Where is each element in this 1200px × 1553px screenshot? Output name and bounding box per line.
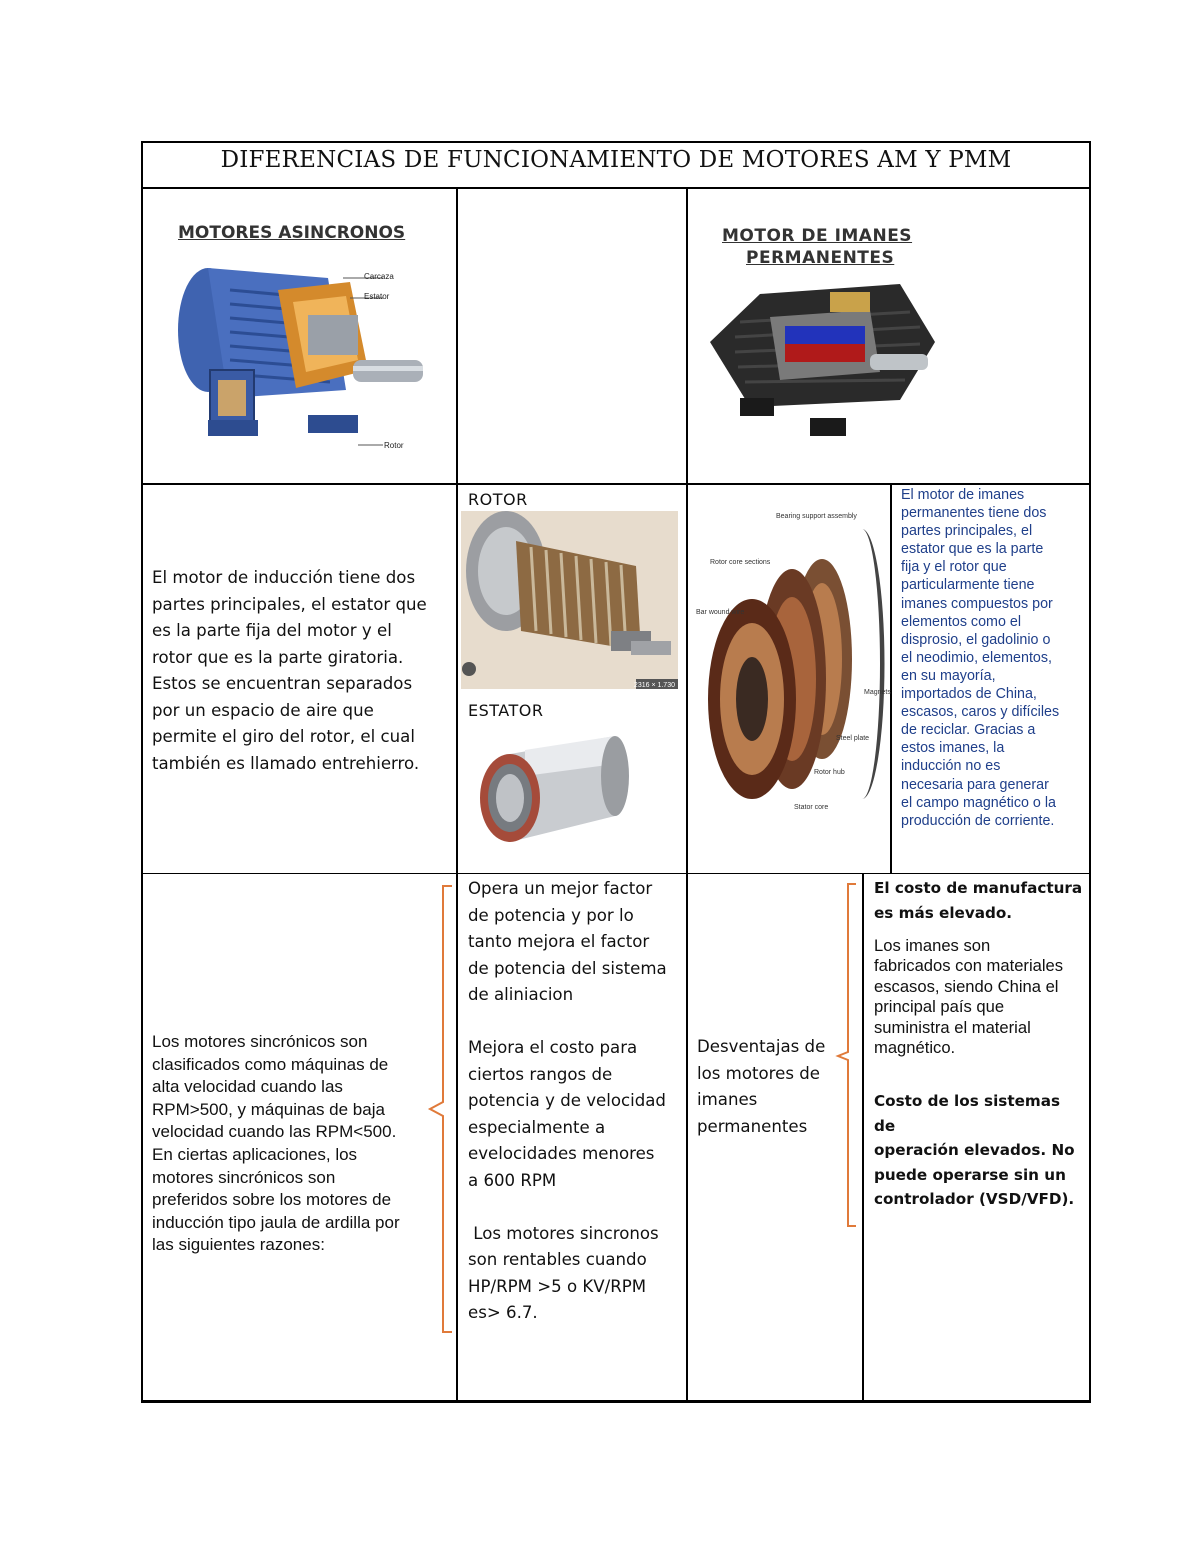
disadv-line: puede operarse sin un [874,1165,1066,1184]
async-motor-heading: MOTORES ASINCRONOS [178,223,406,243]
pm-text-line: imanes compuestos por [901,595,1053,612]
disadv-line: principal país que [874,997,1005,1017]
adv-line: Opera un mejor factor [468,879,653,898]
page-title: DIFERENCIAS DE FUNCIONAMIENTO DE MOTORES AM Y PMM [220,147,1012,173]
induction-text-line: Estos se encuentran separados [152,674,413,693]
stator-label: ESTATOR [468,701,544,720]
advantages-text [468,876,683,1327]
pm-text-line: importados de China, [901,686,1037,703]
disadv-line: escasos, siendo China el [874,976,1059,996]
pm-text-line: elementos como el [901,613,1021,630]
row-divider-1 [141,187,1091,189]
sync-text-line: clasificados como máquinas de [152,1054,389,1074]
pm-text-line: de reciclar. Gracias a [901,722,1036,739]
pm-text-line: partes principales, el [901,523,1033,540]
pm-motor-illustration [700,222,958,450]
disadv-line: El costo de manufactura [874,879,1083,897]
sync-text-line: En ciertas aplicaciones, los [152,1144,358,1164]
label-carcaza: Carcaza [364,272,394,281]
adv-line: tanto mejora el factor [468,932,650,951]
exploded-label: Rotor hub [814,769,845,776]
synchronous-motor-description [152,1031,452,1257]
adv-line: de aliniacion [468,985,574,1004]
pm-text-line: en su mayoría, [901,667,996,684]
induction-text-line: también es llamado entrehierro. [152,753,420,773]
pm-text-line: permanentes tiene dos [901,505,1047,522]
induction-text-line: El motor de inducción tiene dos [152,568,416,587]
sync-text-line: las siguientes razones: [152,1235,325,1255]
async-motor-illustration [168,220,430,470]
col-divider-3b [862,873,864,1403]
adv-line: ciertos rangos de [468,1064,613,1084]
disadv-label-line: imanes [697,1090,758,1109]
adv-line: especialmente a [468,1117,606,1137]
pm-motor-heading-1: MOTOR DE IMANES [722,226,913,246]
left-brace [426,880,456,1340]
induction-text-line: partes principales, el estator que [152,594,427,614]
adv-line: potencia y de velocidad [468,1091,666,1110]
row-divider-3 [141,873,1091,874]
disadvantages-label [697,1034,857,1140]
pm-motor-heading-2: PERMANENTES [746,248,895,268]
sync-text-line: Los motores sincrónicos son [152,1032,368,1051]
adv-line: HP/RPM >5 o KV/RPM [468,1276,647,1296]
exploded-label: Bearing support assembly [776,513,857,520]
sync-text-line: alta velocidad cuando las [152,1077,343,1097]
disadv-line: suministra el material [874,1017,1031,1037]
sync-text-line: RPM>500, y máquinas de baja [152,1099,385,1119]
exploded-label: Magnets [864,689,891,696]
pm-text-line: necesaria para generar [901,776,1049,793]
disadv-line: magnético. [874,1038,956,1058]
pm-text-line: disprosio, el gadolinio o [901,631,1051,648]
pm-text-line: inducción no es [901,758,1001,775]
exploded-label: Steel plate [836,735,870,742]
rotor-label: ROTOR [468,490,528,509]
disadv-line: Los imanes son [874,936,991,955]
adv-line: Mejora el costo para [468,1038,638,1057]
disadv-line: es más elevado. [874,903,1013,922]
row-divider-2 [141,483,1091,485]
adv-line: Los motores sincronos [468,1223,659,1243]
disadv-line: fabricados con materiales [874,956,1064,976]
adv-line: es> 6.7. [468,1303,538,1322]
pm-text-line: estator que es la parte [901,541,1044,558]
adv-line: de potencia del sistema [468,958,667,978]
disadv-label-line: permanentes [697,1116,808,1136]
disadvantages-text [874,876,1086,1212]
sync-text-line: preferidos sobre los motores de [152,1190,392,1210]
exploded-label: Bar wound wire [696,609,745,616]
induction-text-line: por un espacio de aire que [152,700,374,720]
label-rotor: Rotor [384,441,404,450]
induction-text-line: es la parte fija del motor y el [152,621,392,640]
induction-motor-description [152,565,452,777]
exploded-label: Rotor core sections [710,559,771,566]
col-divider-2 [686,187,688,1403]
adv-line: evelocidades menores [468,1144,655,1163]
pm-text-line: El motor de imanes [901,487,1025,503]
stator-photo [465,724,645,858]
rotor-photo-caption: 2316 × 1.730 [633,682,675,689]
table-border-bottom [141,1400,1091,1403]
disadv-line: operación elevados. No [874,1141,1075,1160]
table-border-right [1089,141,1091,1403]
pm-text-line: estos imanes, la [901,740,1005,757]
pm-text-line: el campo magnético o la [901,794,1056,811]
adv-line: son rentables cuando [468,1250,647,1269]
pm-text-line: escasos, caros y difíciles [901,704,1060,721]
adv-line: a 600 RPM [468,1170,557,1190]
table-border-left [141,141,143,1403]
col-divider-3a [890,483,892,874]
pm-text-line: particularmente tiene [901,577,1035,594]
table-border-top [141,141,1091,143]
adv-line: de potencia y por lo [468,905,634,925]
pm-text-line: fija y el rotor que [901,559,1007,576]
exploded-label: Stator core [794,804,829,811]
label-estator: Estator [364,292,390,301]
pm-text-line: producción de corriente. [901,812,1055,829]
col-divider-1 [456,187,458,1403]
sync-text-line: inducción tipo jaula de ardilla por [152,1212,400,1232]
rotor-photo [461,511,678,689]
sync-text-line: velocidad cuando las RPM<500. [152,1122,397,1142]
disadv-label-line: Desventajas de [697,1037,826,1056]
induction-text-line: permite el giro del rotor, el cual [152,727,415,746]
pm-motor-exploded-view [692,489,891,829]
pm-motor-description [901,486,1087,830]
disadv-line: controlador (VSD/VFD). [874,1190,1075,1209]
induction-text-line: rotor que es la parte giratoria. [152,647,404,667]
pm-text-line: el neodimio, elementos, [901,649,1052,666]
sync-text-line: motores sincrónicos son [152,1167,336,1187]
disadv-line: Costo de los sistemas de [874,1092,1066,1135]
disadv-label-line: los motores de [697,1063,820,1083]
